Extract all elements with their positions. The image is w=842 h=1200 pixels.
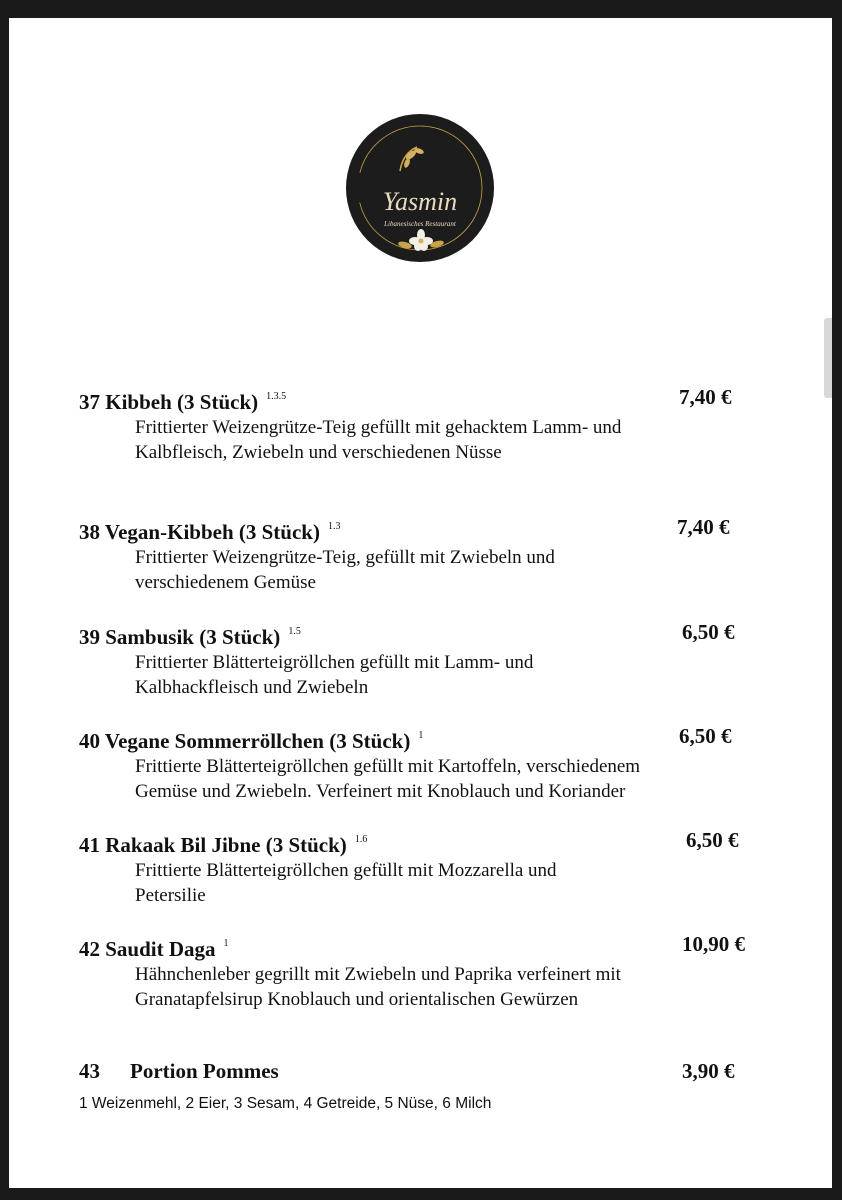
item-title <box>79 723 759 754</box>
item-allergens: 1 <box>418 730 424 741</box>
item-name: Saudit Daga <box>105 937 216 961</box>
item-title <box>79 931 759 962</box>
item-title <box>79 384 759 415</box>
allergen-legend: 1 Weizenmehl, 2 Eier, 3 Sesam, 4 Getreide, 5 Nüse, 6 Milch <box>79 1095 492 1112</box>
item-title <box>79 619 759 650</box>
item-number: 40 <box>79 729 100 753</box>
menu-item <box>79 723 759 804</box>
item-description: Frittierte Blätterteigröllchen gefüllt mit Kartoffeln, verschiedenem Gemüse und Zwiebeln. Verfeinert mit Knoblauch und Koriander <box>135 756 641 802</box>
item-description: Frittierter Blätterteigröllchen gefüllt mit Lamm- und Kalbhackfleisch und Zwiebeln <box>135 652 534 698</box>
menu-item <box>79 931 759 1012</box>
item-name: Kibbeh (3 Stück) <box>105 390 259 414</box>
menu-item <box>79 827 759 908</box>
item-description: Hähnchenleber gegrillt mit Zwiebeln und Paprika verfeinert mit Granatapfelsirup Knoblauch und orientalischen Gewürzen <box>135 964 621 1010</box>
item-number: 38 <box>79 520 100 544</box>
item-price: 6,50 € <box>682 620 735 644</box>
item-description: Frittierte Blätterteigröllchen gefüllt mit Mozzarella und Petersilie <box>135 860 557 906</box>
item-description: Frittierter Weizengrütze-Teig gefüllt mit gehacktem Lamm- und Kalbfleisch, Zwiebeln und verschiedenen Nüsse <box>135 417 622 463</box>
item-name: Vegan-Kibbeh (3 Stück) <box>104 520 320 544</box>
menu-item <box>79 619 759 700</box>
item-allergens: 1.3.5 <box>266 391 287 402</box>
item-description: Frittierter Weizengrütze-Teig, gefüllt mit Zwiebeln und verschiedenem Gemüse <box>135 547 555 593</box>
item-number: 42 <box>79 937 100 961</box>
scroll-handle[interactable] <box>824 318 832 398</box>
item-title <box>79 827 759 858</box>
item-price: 7,40 € <box>679 385 732 409</box>
restaurant-logo <box>345 113 495 263</box>
item-allergens: 1.3 <box>327 521 341 532</box>
item-name: Sambusik (3 Stück) <box>105 625 281 649</box>
item-name: Rakaak Bil Jibne (3 Stück) <box>105 833 347 857</box>
item-allergens: 1.6 <box>354 834 368 845</box>
item-price: 3,90 € <box>682 1059 735 1083</box>
menu-item <box>79 1058 759 1084</box>
item-number: 37 <box>79 390 100 414</box>
item-name: Portion Pommes <box>130 1059 279 1083</box>
menu-item <box>79 384 759 465</box>
logo-subtitle: Libanesisches Restaurant <box>384 220 456 228</box>
item-number: 41 <box>79 833 100 857</box>
item-price: 10,90 € <box>682 932 745 956</box>
item-title <box>79 1058 759 1084</box>
item-price: 6,50 € <box>686 828 739 852</box>
item-allergens: 1 <box>223 938 229 949</box>
item-number: 39 <box>79 625 100 649</box>
item-title <box>79 514 759 545</box>
logo-name: Yasmin <box>382 187 458 216</box>
item-allergens: 1.5 <box>288 626 301 637</box>
item-number: 43 <box>79 1059 100 1083</box>
item-price: 7,40 € <box>677 515 730 539</box>
item-price: 6,50 € <box>679 724 732 748</box>
menu-page <box>9 18 832 1188</box>
menu-item <box>79 514 759 595</box>
item-name: Vegane Sommerröllchen (3 Stück) <box>104 729 411 753</box>
